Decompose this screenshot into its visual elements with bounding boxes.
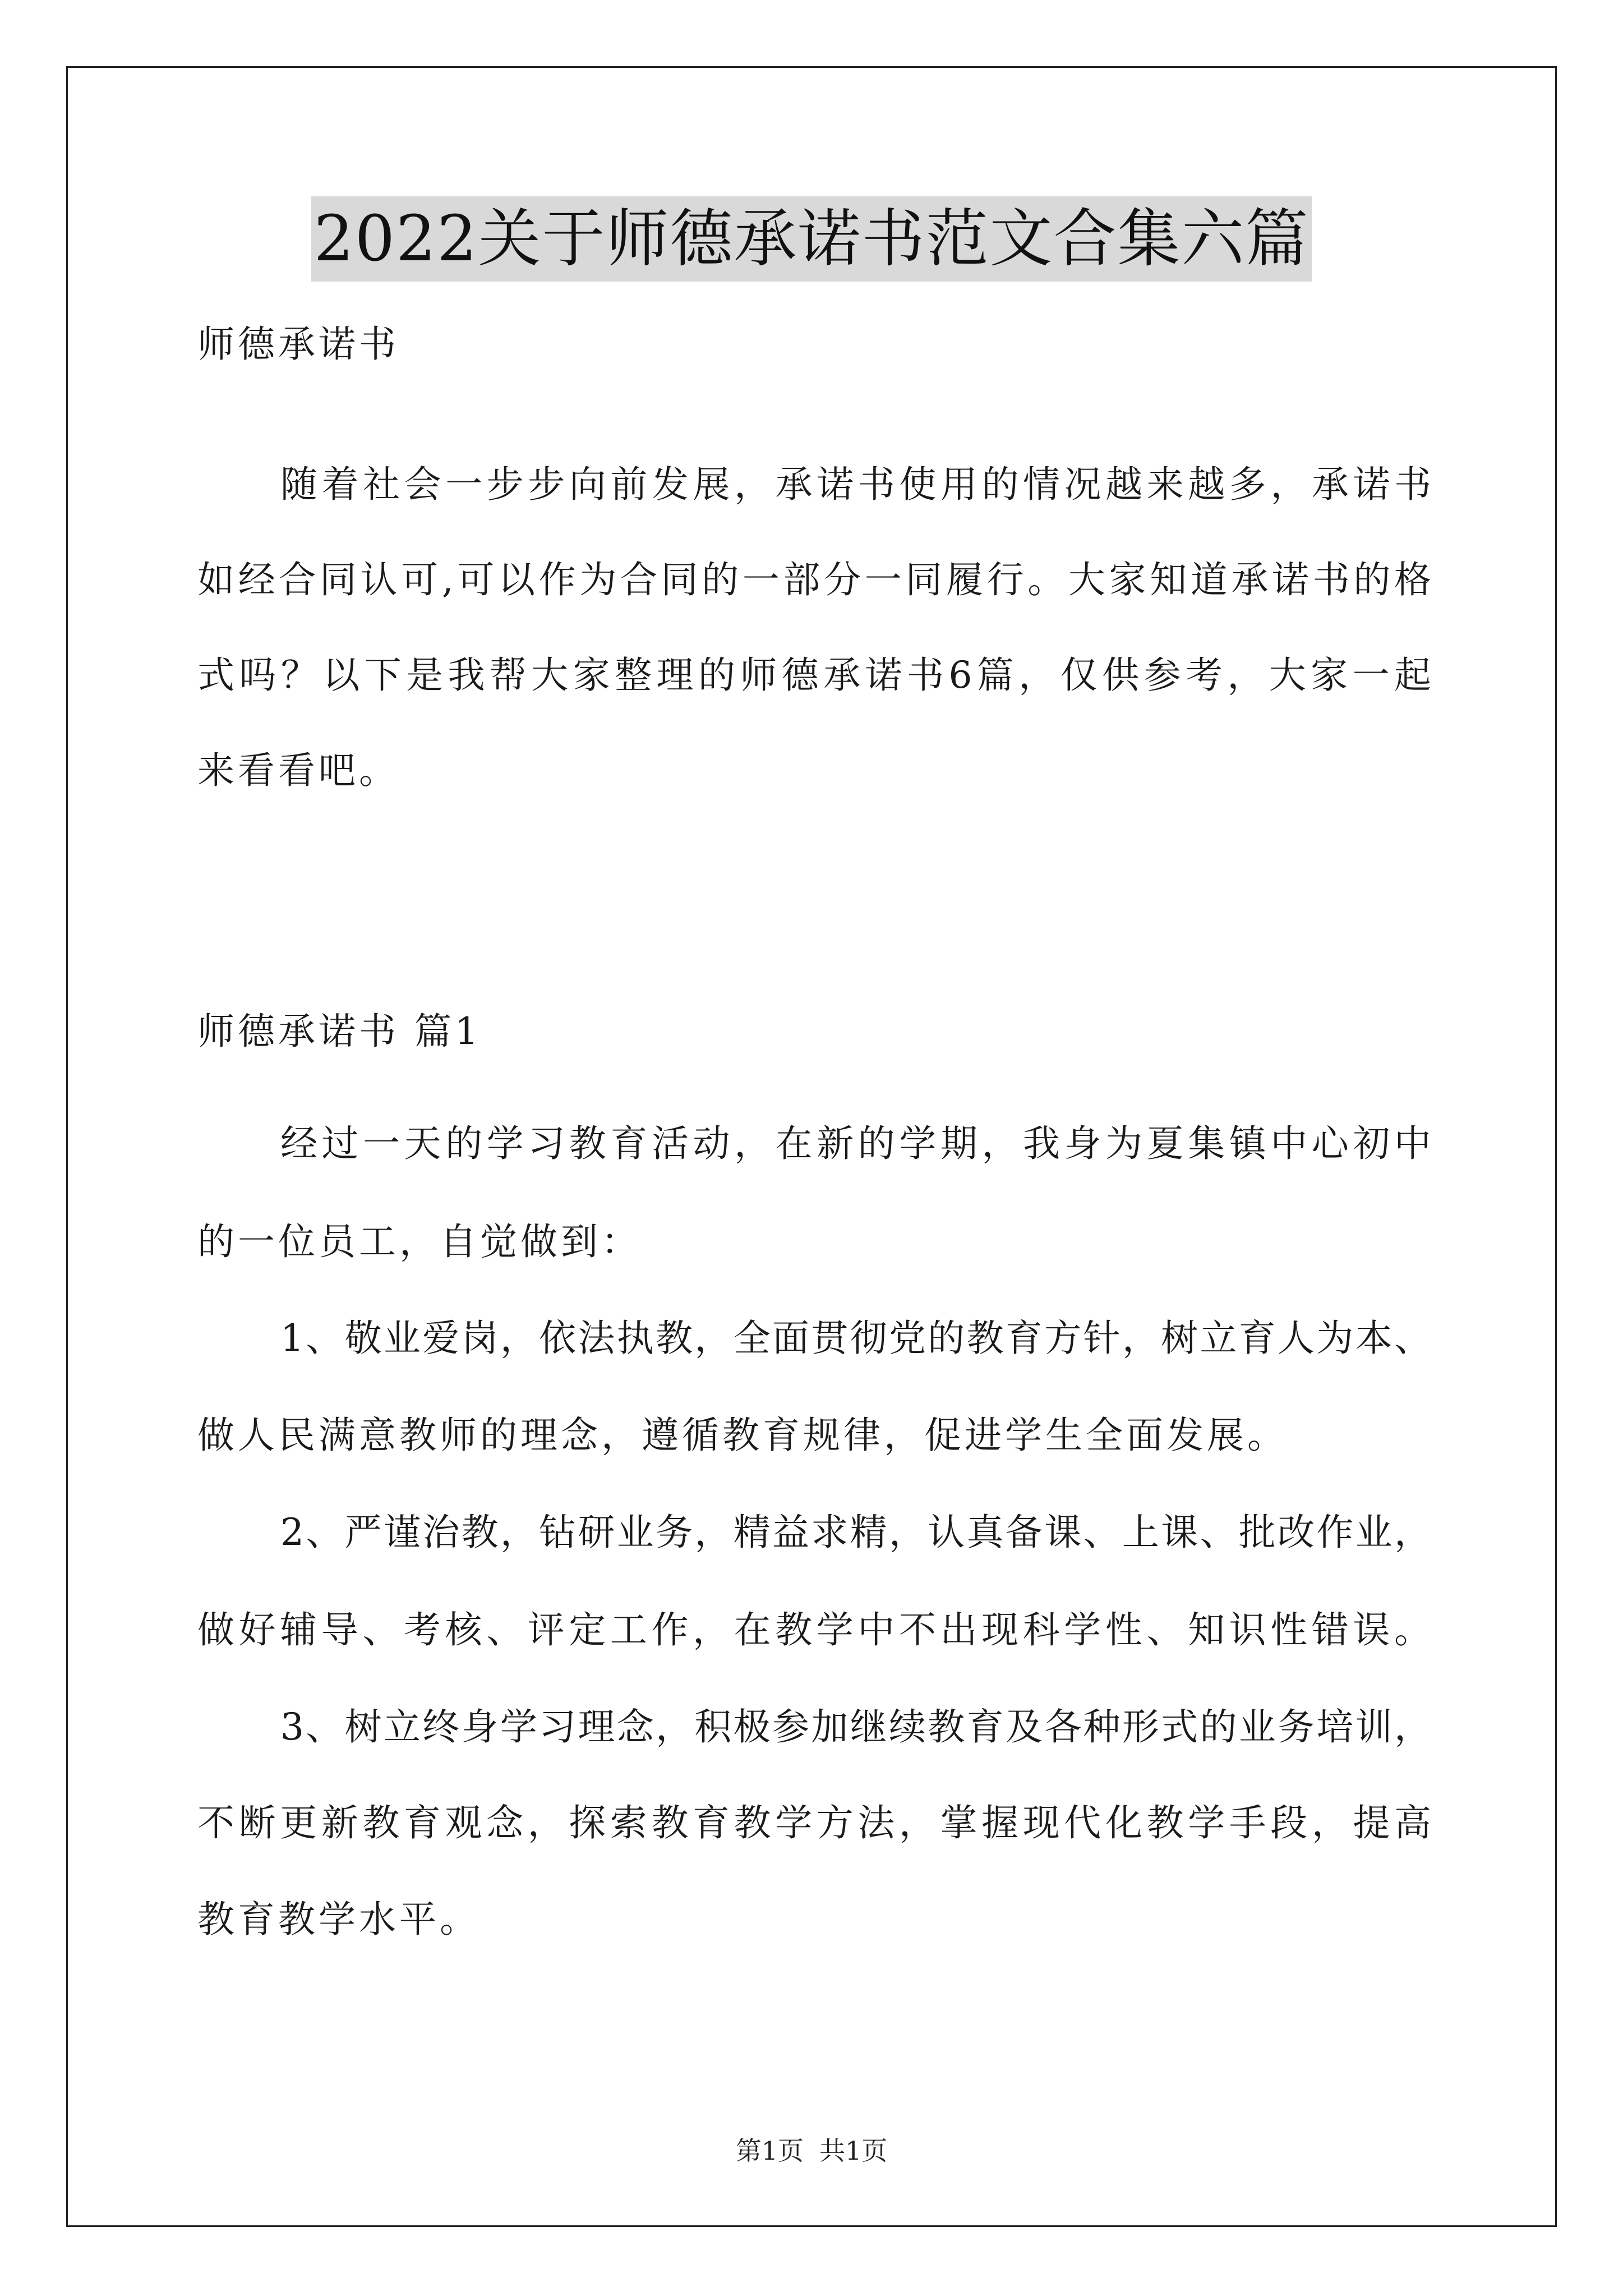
- paragraph-line: 如经合同认可,可以作为合同的一部分一同履行。大家知道承诺书的格: [197, 558, 1431, 601]
- paragraph-line: 做人民满意教师的理念，遵循教育规律，促进学生全面发展。: [197, 1414, 1288, 1457]
- paragraph-line: 3、树立终身学习理念，积极参加继续教育及各种形式的业务培训，: [280, 1705, 1431, 1749]
- section-heading: 师德承诺书 篇1: [197, 1010, 482, 1053]
- section-heading: 师德承诺书: [197, 323, 399, 366]
- paragraph-line: 1、敬业爱岗，依法执教，全面贯彻党的教育方针，树立育人为本、: [280, 1317, 1431, 1360]
- paragraph-line: 不断更新教育观念，探索教育教学方法，掌握现代化教学手段，提高: [197, 1801, 1431, 1844]
- paragraph-line: 教育教学水平。: [197, 1898, 480, 1941]
- paragraph-line: 做好辅导、考核、评定工作，在教学中不出现科学性、知识性错误。: [197, 1608, 1431, 1651]
- page-number-current: 第1页: [735, 2136, 804, 2166]
- paragraph-line: 随着社会一步步向前发展，承诺书使用的情况越来越多，承诺书: [280, 463, 1431, 506]
- document-title: 2022关于师德承诺书范文合集六篇: [311, 196, 1311, 282]
- page-footer: [0, 2131, 1623, 2168]
- page-number-total: 共1页: [819, 2136, 888, 2166]
- paragraph-line: 经过一天的学习教育活动，在新的学期，我身为夏集镇中心初中: [280, 1122, 1431, 1165]
- paragraph-line: 的一位员工，自觉做到：: [197, 1220, 642, 1263]
- paragraph-line: 来看看吧。: [197, 749, 399, 792]
- paragraph-line: 2、严谨治教，钻研业务，精益求精，认真备课、上课、批改作业，: [280, 1511, 1431, 1554]
- title-wrap: [0, 196, 1623, 282]
- paragraph-line: 式吗？以下是我帮大家整理的师德承诺书6篇，仅供参考，大家一起: [197, 654, 1431, 697]
